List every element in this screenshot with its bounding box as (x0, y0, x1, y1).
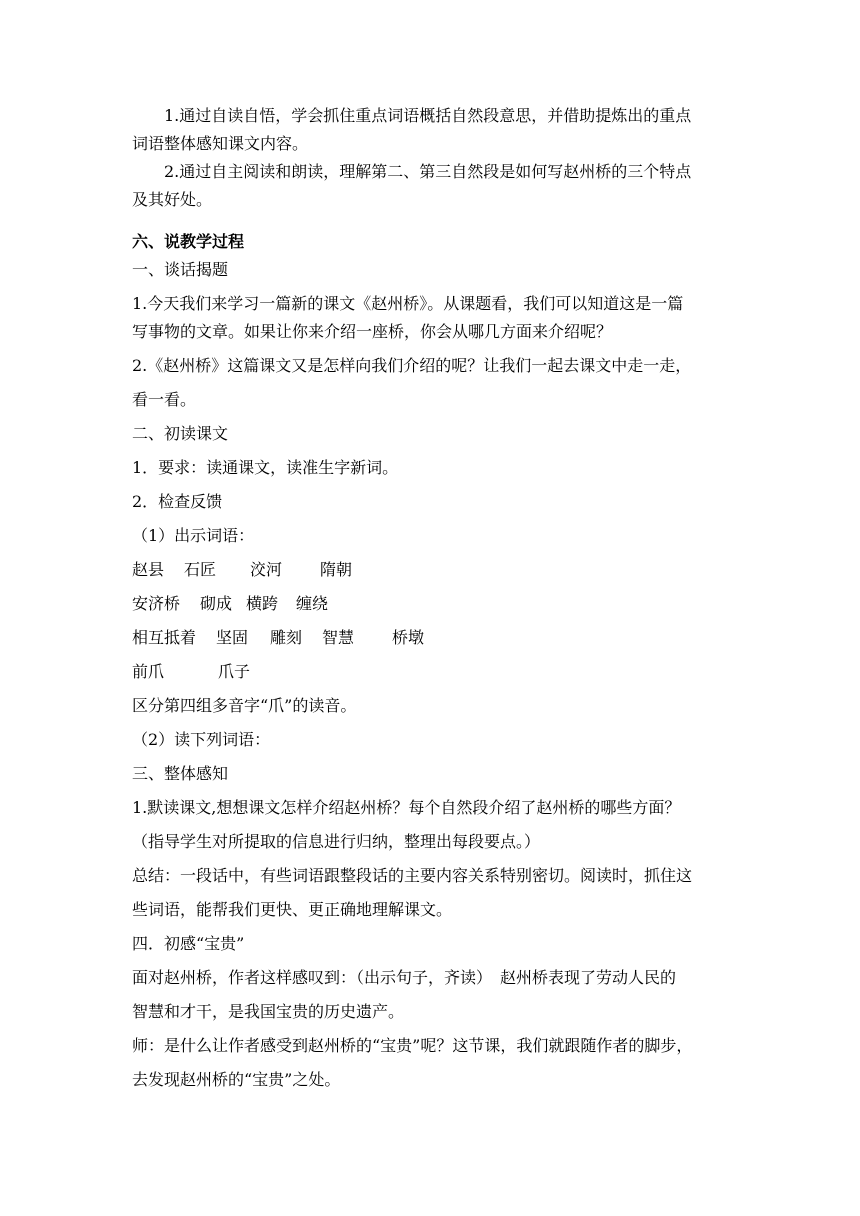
word: 石匠 (184, 560, 217, 579)
word: 相互抵着 (132, 628, 197, 647)
part-2-show-words: （1）出示词语： (132, 526, 255, 545)
part-2-check: 2．检查反馈 (132, 492, 223, 511)
word: 桥墩 (392, 628, 425, 647)
objective-1-line-2: 词语整体感知课文内容。 (132, 134, 309, 153)
word: 隋朝 (320, 560, 353, 579)
part-1-p1-line-2: 写事物的文章。如果让你来介绍一座桥，你会从哪几方面来介绍呢？ (132, 322, 613, 341)
section-title: 六、说教学过程 (132, 232, 245, 251)
word: 缠绕 (296, 594, 329, 613)
word-row-3 (132, 624, 732, 652)
word: 赵县 (132, 560, 165, 579)
part-2-distinguish: 区分第四组多音字“爪”的读音。 (132, 696, 357, 715)
objective-2 (132, 158, 732, 214)
word: 安济桥 (132, 594, 181, 613)
part-2-requirement: 1．要求：读通课文，读准生字新词。 (132, 458, 399, 477)
objective-2-line-1: 2.通过自主阅读和朗读，理解第二、第三自然段是如何写赵州桥的三个特点 (164, 162, 692, 181)
word: 爪子 (218, 662, 251, 681)
part-3-question-line-1: 1.默读课文,想想课文怎样介绍赵州桥？每个自然段介绍了赵州桥的哪些方面？ (132, 798, 681, 817)
part-4-title: 四．初感“宝贵” (132, 934, 245, 953)
part-1-p1-line-1: 1.今天我们来学习一篇新的课文《赵州桥》。从课题看，我们可以知道这是一篇 (132, 294, 684, 313)
part-1-title: 一、谈话揭题 (132, 260, 229, 279)
objective-1-line-1: 1.通过自读自悟，学会抓住重点词语概括自然段意思，并借助提炼出的重点 (164, 106, 692, 125)
part-3-title: 三、整体感知 (132, 764, 229, 783)
part-1-p2-line-1: 2.《赵州桥》这篇课文又是怎样向我们介绍的呢？让我们一起去课文中走一走， (132, 356, 692, 375)
objective-2-line-2: 及其好处。 (132, 190, 213, 209)
part-2-title: 二、初读课文 (132, 424, 229, 443)
word: 洨河 (250, 560, 283, 579)
part-1-p2-line-2: 看一看。 (132, 390, 197, 409)
part-2-read-words: （2）读下列词语： (132, 730, 271, 749)
objective-1 (132, 102, 732, 158)
part-4-p2-line-1: 师：是什么让作者感受到赵州桥的“宝贵”呢？这节课，我们就跟随作者的脚步， (132, 1036, 693, 1055)
word: 坚固 (216, 628, 249, 647)
word: 智慧 (322, 628, 355, 647)
word: 雕刻 (270, 628, 303, 647)
part-3-summary-line-2: 些词语，能帮我们更快、更正确地理解课文。 (132, 900, 453, 919)
part-4-p2-line-2: 去发现赵州桥的“宝贵”之处。 (132, 1070, 341, 1089)
word: 前爪 (132, 662, 165, 681)
part-4-p1-line-1: 面对赵州桥，作者这样感叹到：（出示句子，齐读） 赵州桥表现了劳动人民的 (132, 968, 677, 987)
part-3-question-line-2: （指导学生对所提取的信息进行归纳，整理出每段要点。） (132, 832, 541, 851)
word-row-1 (132, 556, 732, 584)
word-row-2 (132, 590, 732, 618)
word: 砌成 (200, 594, 233, 613)
part-3-summary-line-1: 总结：一段话中，有些词语跟整段话的主要内容关系特别密切。阅读时，抓住这 (132, 866, 693, 885)
word: 横跨 (246, 594, 279, 613)
word-row-4 (132, 658, 732, 686)
part-4-p1-line-2: 智慧和才干，是我国宝贵的历史遗产。 (132, 1002, 405, 1021)
document-page (132, 102, 732, 1094)
